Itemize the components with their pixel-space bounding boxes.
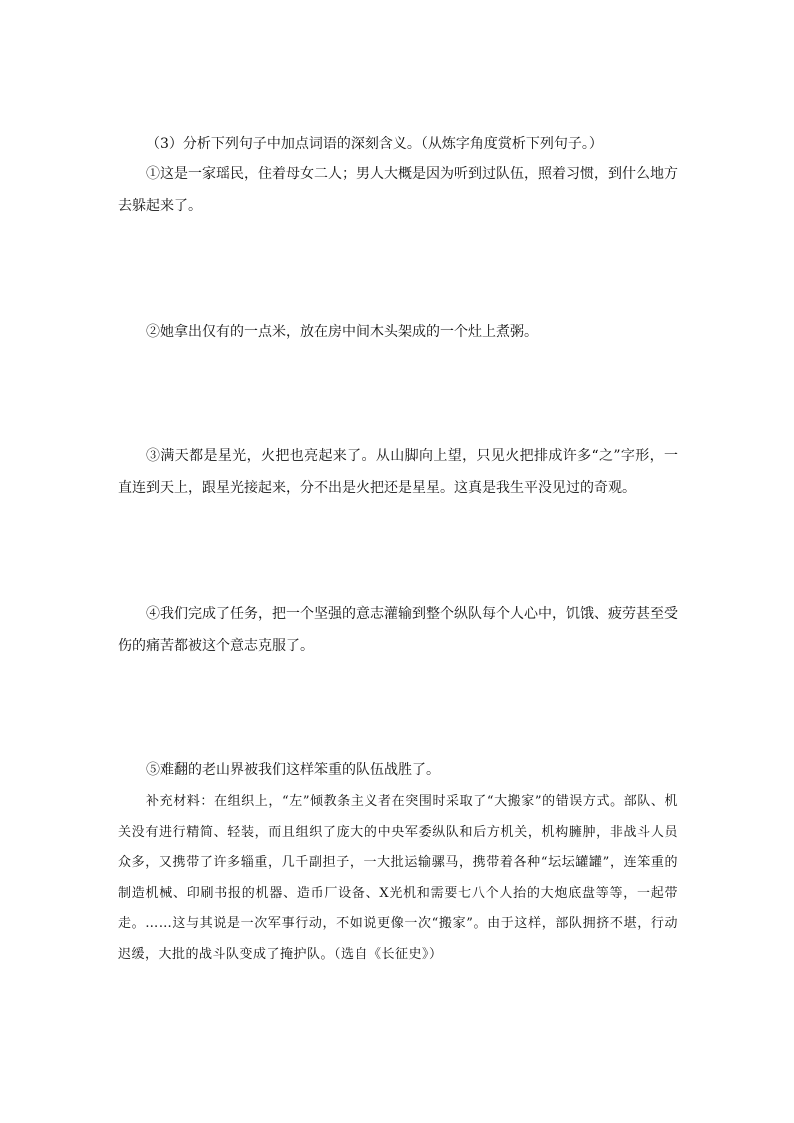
sentence-3: ③满天都是星光，火把也亮起来了。从山脚向上望，只见火把排成许多“之”字形，一直连到天上，跟星光接起来，分不出是火把还是星星。这真是我生平没见过的奇观。 [118,448,678,496]
sentence-4: ④我们完成了任务，把一个坚强的意志灌输到整个纵队每个人心中，饥饿、疲劳甚至受伤的痛苦都被这个意志克服了。 [118,606,678,654]
sentence-2: ②她拿出仅有的一点米，放在房中间木头架成的一个灶上煮粥。 [146,324,538,340]
question-prompt: （3）分析下列句子中加点词语的深刻含义。（从炼字角度赏析下列句子。） [146,136,603,152]
supplementary-material: 补充材料：在组织上，“左”倾教条主义者在突围时采取了“大搬家”的错误方式。部队、机关没有进行精简、轻装，而且组织了庞大的中央军委纵队和后方机关，机构臃肿，非战斗人员众多，又携带了许多辎重，几千副担子，一大批运输骡马，携带着各种“坛坛罐罐”，连笨重的制造机械、印刷书报的机器、造币厂设备、X光机和需要七八个人抬的大炮底盘等等，一起带走。……这与其说是一次军事行动，不如说更像一次“搬家”。由于这样，部队拥挤不堪，行动迟缓，大批的战斗队变成了掩护队。（选自《长征史》） [118,794,678,962]
sentence-1: ①这是一家瑶民，住着母女二人；男人大概是因为听到过队伍，照着习惯，到什么地方去躲起来了。 [118,166,678,214]
sentence-5: ⑤难翻的老山界被我们这样笨重的队伍战胜了。 [146,762,440,778]
